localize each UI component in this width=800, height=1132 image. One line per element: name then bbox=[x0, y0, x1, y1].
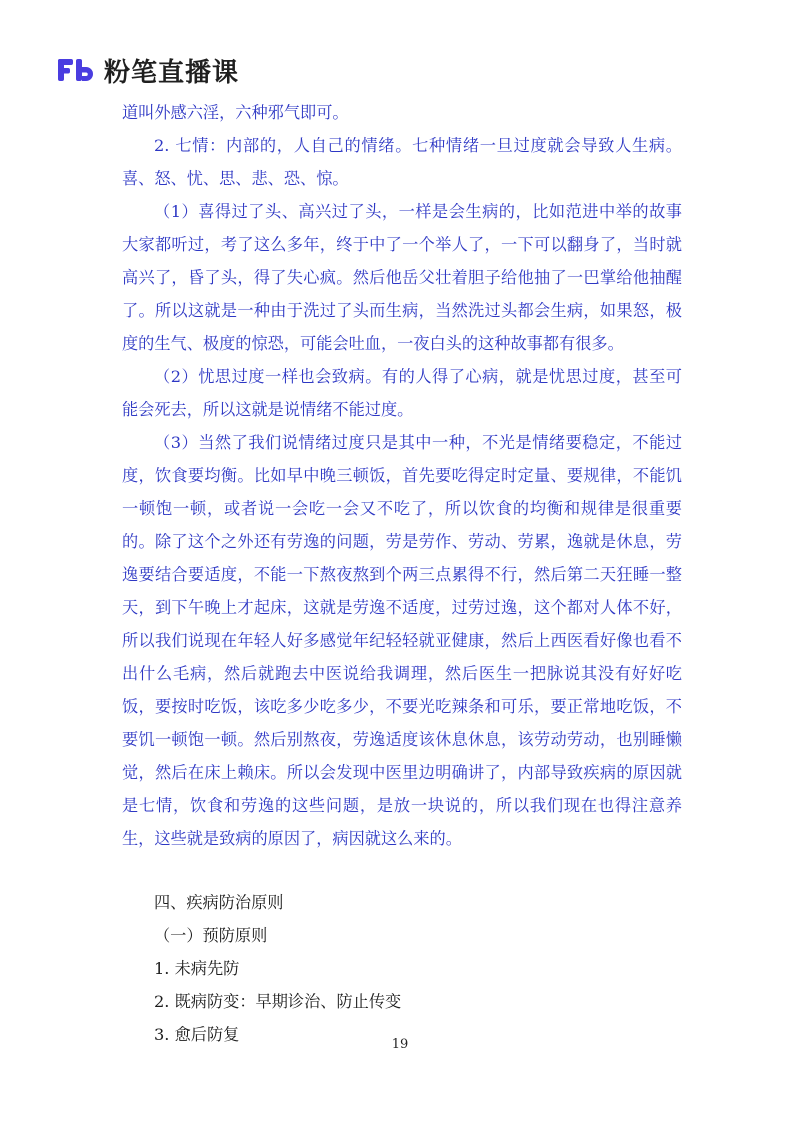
paragraph-point-3: （3）当然了我们说情绪过度只是其中一种，不光是情绪要稳定，不能过度，饮食要均衡。比如早中晚三顿饭，首先要吃得定时定量、要规律，不能饥一顿饱一顿，或者说一会吃一会又不吃了，所以饮食的均衡和规律是很重要的。除了这个之外还有劳逸的问题，劳是劳作、劳动、劳累，逸就是休息，劳逸要结合要适度，不能一下熬夜熬到个两三点累得不行，然后第二天狂睡一整天，到下午晚上才起床，这就是劳逸不适度，过劳过逸，这个都对人体不好，所以我们说现在年轻人好多感觉年纪轻轻就亚健康，然后上西医看好像也看不出什么毛病，然后就跑去中医说给我调理，然后医生一把脉说其没有好好吃饭，要按时吃饭，该吃多少吃多少，不要光吃辣条和可乐，要正常地吃饭，不要饥一顿饱一顿。然后别熬夜，劳逸适度该休息休息，该劳动劳动，也别睡懒觉，然后在床上赖床。所以会发现中医里边明确讲了，内部导致疾病的原因就是七情，饮食和劳逸的这些问题，是放一块说的，所以我们现在也得注意养生，这些就是致病的原因了，病因就这么来的。 bbox=[122, 433, 682, 848]
fb-logo-icon bbox=[56, 57, 96, 83]
list-item: 1. 未病先防 bbox=[154, 959, 240, 978]
subsection-heading: （一）预防原则 bbox=[154, 926, 268, 945]
document-body bbox=[122, 96, 682, 1051]
paragraph-point-1: （1）喜得过了头、高兴过了头，一样是会生病的，比如范进中举的故事大家都听过，考了这么多年，终于中了一个举人了，一下可以翻身了，当时就高兴了，昏了头，得了失心疯。然后他岳父壮着胆子给他抽了一巴掌给他抽醒了。所以这就是一种由于洗过了头而生病，当然洗过头都会生病，如果怒，极度的生气、极度的惊恐，可能会吐血，一夜白头的这种故事都有很多。 bbox=[122, 202, 682, 353]
list-item: 3. 愈后防复 bbox=[154, 1025, 240, 1044]
paragraph-intro-tail: 道叫外感六淫，六种邪气即可。 bbox=[122, 103, 349, 122]
brand-logo bbox=[56, 52, 239, 88]
list-item: 2. 既病防变：早期诊治、防止传变 bbox=[154, 992, 402, 1011]
section-heading: 四、疾病防治原则 bbox=[154, 893, 284, 912]
paragraph-point-2: （2）忧思过度一样也会致病。有的人得了心病，就是忧思过度，甚至可能会死去，所以这就是说情绪不能过度。 bbox=[122, 367, 682, 419]
logo-text: 粉笔直播课 bbox=[104, 57, 240, 88]
page-number: 19 bbox=[391, 1037, 409, 1052]
paragraph-seven-emotions: 2. 七情：内部的，人自己的情绪。七种情绪一旦过度就会导致人生病。喜、怒、忧、思、悲、恐、惊。 bbox=[122, 136, 682, 188]
section-spacer bbox=[122, 855, 682, 886]
